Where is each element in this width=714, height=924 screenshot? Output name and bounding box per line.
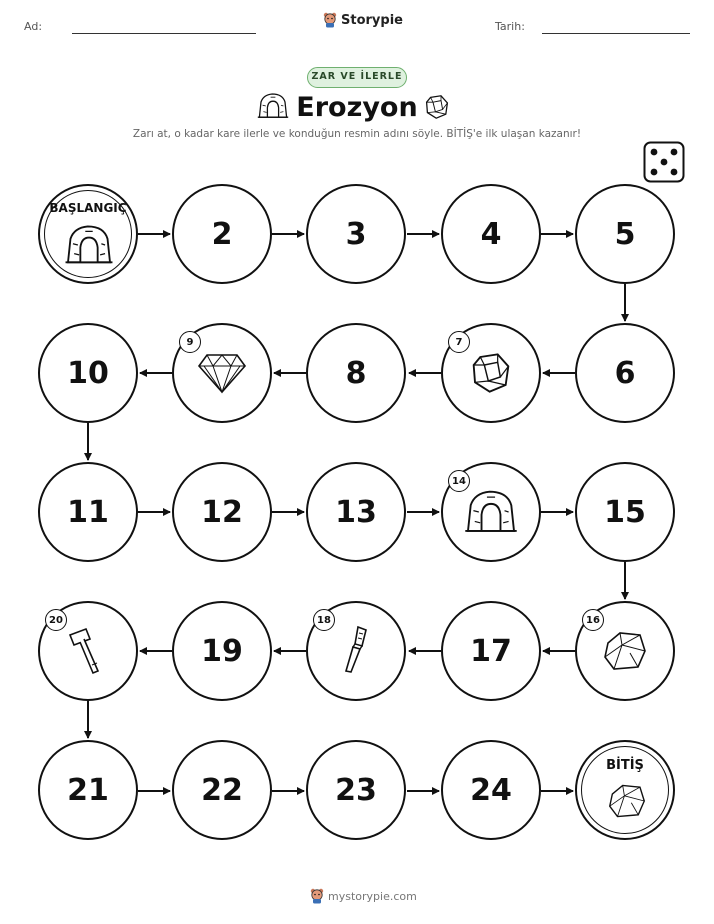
square-number: 11 [67,494,109,530]
board-square[interactable] [172,184,272,284]
brand-name: Storypie [341,12,403,28]
board-square[interactable] [441,601,541,701]
board-square[interactable] [38,462,138,562]
rock-arch-icon [463,489,519,535]
square-number: 24 [470,772,512,808]
board-square[interactable] [441,740,541,840]
square-number-badge: 16 [582,609,604,631]
instructions: Zarı at, o kadar kare ilerle ve konduğun resmin adını söyle. BİTİŞ'e ilk ulaşan kazanır! [132,128,582,140]
square-number: 13 [335,494,377,530]
square-number: 6 [614,355,636,391]
crystal-rock-icon [471,351,511,395]
square-number-badge: 9 [179,331,201,353]
square-number: 17 [470,633,512,669]
square-number: 5 [614,216,636,252]
square-number: 3 [345,216,367,252]
square-number: 10 [67,355,109,391]
board-square[interactable] [575,323,675,423]
rock-chunk-icon [607,782,647,820]
board-square[interactable] [306,184,406,284]
diamond-icon [197,352,247,394]
board-square[interactable] [172,462,272,562]
board-square[interactable] [38,323,138,423]
board-square[interactable] [306,740,406,840]
square-number: 8 [345,355,367,391]
square-number: 22 [201,772,243,808]
square-number-badge: 14 [448,470,470,492]
square-number: 15 [604,494,646,530]
square-number: 19 [201,633,243,669]
square-number: 21 [67,772,109,808]
board-square[interactable] [306,462,406,562]
square-number: 23 [335,772,377,808]
square-number-badge: 7 [448,331,470,353]
bear-logo-icon [310,888,324,904]
rock-chunk-icon [602,629,648,673]
date-label: Tarih: [495,20,525,33]
board-square[interactable] [306,323,406,423]
start-square[interactable] [38,184,138,284]
square-number: 12 [201,494,243,530]
board-square[interactable] [575,462,675,562]
board-square[interactable] [575,184,675,284]
finish-label: BİTİŞ [606,758,644,773]
board-square[interactable] [172,740,272,840]
game-type-badge: ZAR VE İLERLE [307,67,407,88]
footer-url[interactable]: mystorypie.com [328,889,417,903]
hammer-icon [66,625,110,677]
board-square[interactable] [38,740,138,840]
finish-square[interactable] [575,740,675,840]
board-square[interactable] [441,184,541,284]
footer [310,888,417,904]
start-label: BAŞLANGIÇ [49,201,127,215]
rock-arch-icon [64,224,114,266]
square-number-badge: 20 [45,609,67,631]
board-square[interactable] [172,601,272,701]
chisel-icon [338,624,374,678]
name-label: Ad: [24,20,43,33]
page-title: Erozyon [296,92,418,123]
square-number: 2 [211,216,233,252]
square-number-badge: 18 [313,609,335,631]
square-number: 4 [480,216,502,252]
